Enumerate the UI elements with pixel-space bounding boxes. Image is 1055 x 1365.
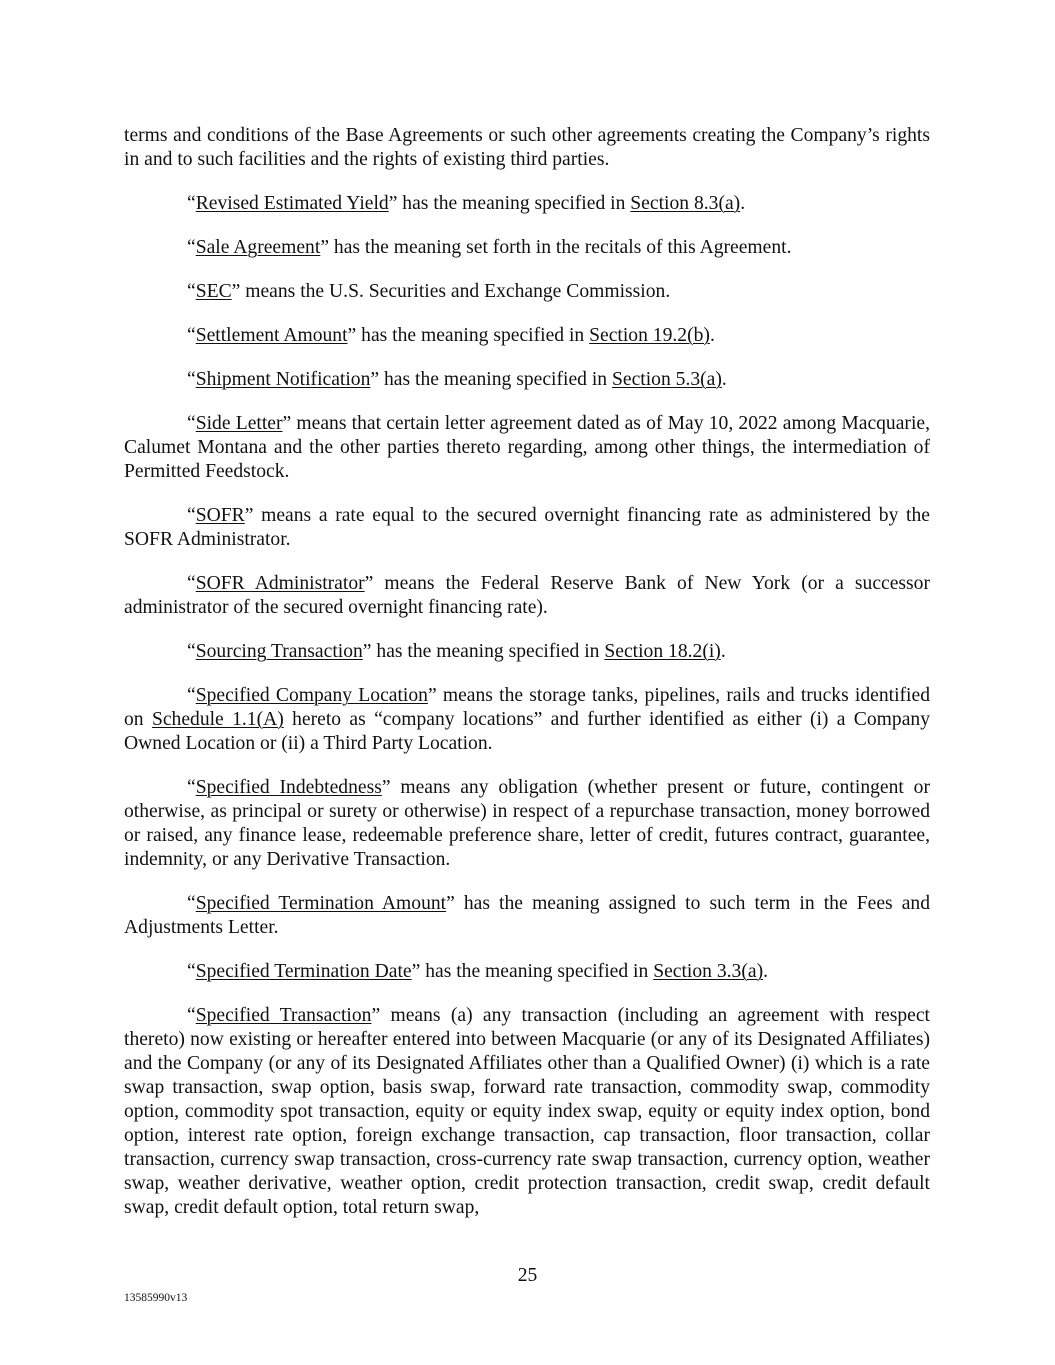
section-reference: Section 5.3(a) [611,369,722,390]
definition-sofr-administrator: “SOFR Administrator” means the Federal Reserve Bank of New York (or a successor administrator of the secured overnight financing rate). [124,573,930,618]
definition-side-letter: “Side Letter” means that certain letter agreement dated as of May 10, 2022 among Macquarie, Calumet Montana and the other parties thereto regarding, among other things, the intermediation of Permitted Feedstock. [124,413,930,482]
definition-specified-transaction: “Specified Transaction” means (a) any transaction (including an agreement with respect thereto) now existing or hereafter entered into between Macquarie (or any of its Designated Affiliates) and the Company (or any of its Designated Affiliates other than a Qualified Owner) (i) which is a rate swap transaction, swap option, basis swap, forward rate transaction, commodity swap, commodity option, commodity spot transaction, equity or equity index swap, equity or equity index option, bond option, interest rate option, foreign exchange transaction, cap transaction, floor transaction, collar transaction, currency swap transaction, cross-currency rate swap transaction, currency option, weather swap, weather derivative, weather option, credit protection transaction, credit swap, credit default swap, credit default option, total return swap, [124,1005,930,1218]
defined-term: Specified Company Location [195,685,428,706]
document-id: 13585990v13 [124,1292,188,1304]
definition-sec: “SEC” means the U.S. Securities and Exchange Commission. [187,281,671,302]
defined-term: Specified Transaction [195,1005,372,1026]
defined-term: Sourcing Transaction [195,641,363,662]
section-reference: Section 18.2(i) [604,641,721,662]
definition-specified-termination-date: “Specified Termination Date” has the meaning specified in Section 3.3(a). [187,961,769,982]
definition-specified-termination-amount: “Specified Termination Amount” has the meaning assigned to such term in the Fees and Adjustments Letter. [124,893,931,938]
defined-term: Specified Termination Amount [195,893,447,914]
definition-specified-indebtedness: “Specified Indebtedness” means any obligation (whether present or future, contingent or otherwise, as principal or surety or otherwise) in respect of a repurchase transaction, money borrowed or raised, any finance lease, redeemable preference share, letter of credit, futures contract, guarantee, indemnity, or any Derivative Transaction. [124,777,930,870]
definition-specified-company-location: “Specified Company Location” means the storage tanks, pipelines, rails and trucks identified on Schedule 1.1(A) hereto as “company locations” and further identified as either (i) a Company Owned Location or (ii) a Third Party Location. [124,685,930,754]
defined-term: SOFR [195,505,245,526]
defined-term: Specified Termination Date [195,961,412,982]
section-reference: Section 8.3(a) [630,193,741,214]
definition-sofr: “SOFR” means a rate equal to the secured overnight financing rate as administered by the SOFR Administrator. [124,505,930,550]
document-page [124,124,930,1240]
defined-term: Settlement Amount [195,325,348,346]
definition-settlement-amount: “Settlement Amount” has the meaning specified in Section 19.2(b). [187,325,715,346]
section-reference: Section 3.3(a) [653,961,764,982]
defined-term: Revised Estimated Yield [195,193,389,214]
definition-sale-agreement: “Sale Agreement” has the meaning set forth in the recitals of this Agreement. [187,237,792,258]
defined-term: SOFR Administrator [195,573,365,594]
definition-shipment-notification: “Shipment Notification” has the meaning specified in Section 5.3(a). [187,369,727,390]
definition-revised-estimated-yield: “Revised Estimated Yield” has the meaning specified in Section 8.3(a). [187,193,746,214]
defined-term: Specified Indebtedness [195,777,382,798]
schedule-reference: Schedule 1.1(A) [151,709,284,730]
paragraph-intro: terms and conditions of the Base Agreements or such other agreements creating the Company’s rights in and to such facilities and the rights of existing third parties. [124,125,930,170]
defined-term: Side Letter [195,413,283,434]
section-reference: Section 19.2(b) [589,325,710,346]
definition-sourcing-transaction: “Sourcing Transaction” has the meaning specified in Section 18.2(i). [187,641,726,662]
defined-term: SEC [195,281,232,302]
page-number: 25 [517,1265,538,1286]
defined-term: Shipment Notification [195,369,371,390]
defined-term: Sale Agreement [195,237,321,258]
